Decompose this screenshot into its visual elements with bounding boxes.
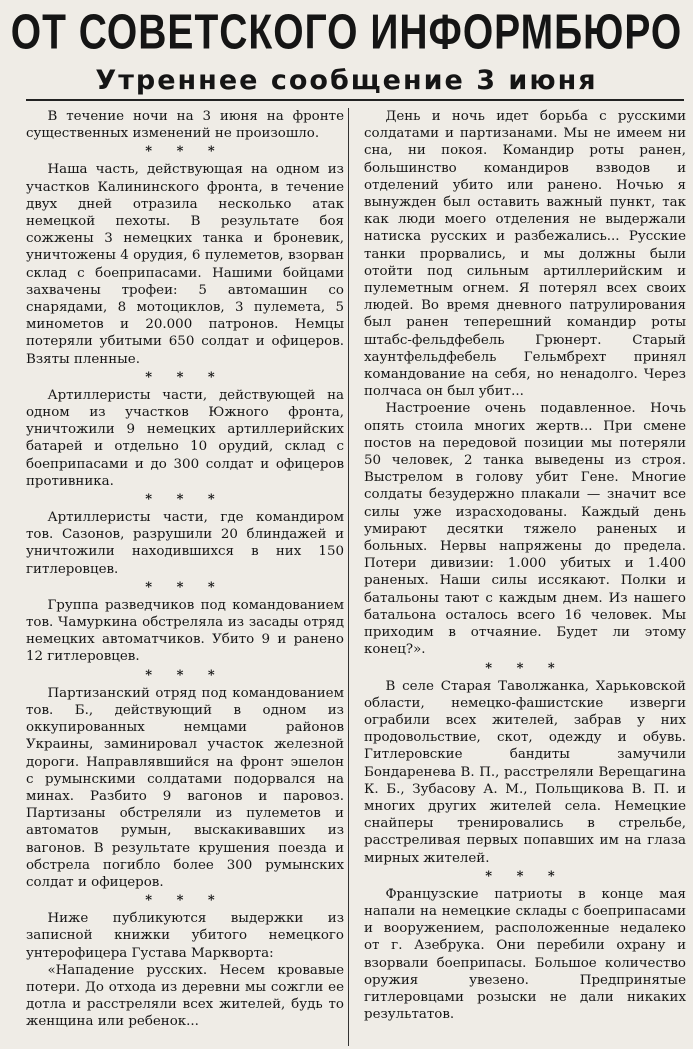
article-paragraph: Ниже публикуются выдержки из записной книжки убитого немецкого унтерофицера Густава Маркворта: xyxy=(26,911,344,961)
diary-excerpt: «Нападение русских. Несем кровавые потери. До отхода из деревни мы сожгли ее дотла и расстреляли всех жителей, будь то женщина или ребенок... xyxy=(26,962,344,1030)
page-title: ОТ СОВЕТСКОГО ИНФОРМБЮРО xyxy=(10,6,683,60)
diary-excerpt: Настроение очень подавленное. Ночь опять стоила многих жертв... При смене постов на передовой позиции мы потеряли 50 человек, 2 танка выведены из строя. Выстрелом в голову убит Гене. Многие солдаты безудержно плакали — значит все силы уже израсходованы. Каждый день умирают десятки тяжело раненых и больных. Нервы напряжены до предела. Потери дивизии: 1.000 убитых и 1.400 раненых. Наши силы иссякают. Полки и батальоны тают с каждым днем. Из нашего батальона осталось всего 16 человек. Мы приходим в отчаяние. Будет ли этому конец?». xyxy=(364,401,686,658)
column-divider xyxy=(348,108,349,1046)
section-separator: * * * xyxy=(145,579,225,595)
article-paragraph: Группа разведчиков под командованием тов. Чамуркина обстреляла из засады отряд немецких автоматчиков. Убито 9 и ранено 12 гитлеровцев. xyxy=(26,597,344,665)
section-separator: * * * xyxy=(485,868,565,884)
diary-excerpt: День и ночь идет борьба с русскими солдатами и партизанами. Мы не имеем ни сна, ни покоя. Командир роты ранен, большинство командиров взводов и отделений убито или ранено. Ночью я вынужден был оставить важный пункт, так как люди моего отделения не выдержали натиска русских и разбежались... Русские танки прорвались, и мы должны были отойти под сильным артиллерийским и пулеметным огнем. Я потерял всех своих людей. Во время дневного патрулирования был ранен теперешний командир роты штабс-фельдфебель Грюнерт. Старый хаунтфельдфебель Гельмбрехт принял командование на себя, но ненадолго. Через полчаса он был убит... xyxy=(364,109,686,400)
page-subtitle: Утреннее сообщение 3 июня xyxy=(95,65,598,96)
section-separator: * * * xyxy=(145,144,225,160)
left-column xyxy=(26,108,344,1031)
right-column xyxy=(364,108,686,1023)
section-separator: * * * xyxy=(145,893,225,909)
article-paragraph: Французские патриоты в конце мая напали на немецкие склады с боеприпасами и вооружением, расположенные недалеко от г. Азебрука. Они перебили охрану и взорвали боеприпасы. Большое количество оружия увезено. Предпринятые гитлеровцами розыски не дали никаких результатов. xyxy=(364,886,686,1023)
article-paragraph: В селе Старая Таволжанка, Харьковской области, немецко-фашистские изверги ограбили всех жителей, забрав у них продовольствие, скот, одежду и обувь. Гитлеровские бандиты замучили Бондаренева В. П., расстреляли Верещагина К. Б., Зубасову А. М., Польщикова В. П. и многих других жителей села. Немецкие снайперы тренировались в стрельбе, расстреливая первых попавших им на глаза мирных жителей. xyxy=(364,678,686,866)
article-paragraph: Наша часть, действующая на одном из участков Калининского фронта, в течение двух дней отразила несколько атак немецкой пехоты. В результате боя сожжены 3 немецких танка и броневик, уничтожены 4 орудия, 6 пулеметов, взорван склад с боеприпасами. Нашими бойцами захвачены трофеи: 5 автомашин со снарядами, 8 мотоциклов, 3 пулемета, 5 минометов и 20.000 патронов. Немцы потеряли убитыми 650 солдат и офицеров. Взяты пленные. xyxy=(26,162,344,367)
section-separator: * * * xyxy=(145,667,225,683)
article-paragraph: В течение ночи на 3 июня на фронте существенных изменений не произошло. xyxy=(26,109,344,142)
article-paragraph: Партизанский отряд под командованием тов. Б., действующий в одном из оккупированных немцами районов Украины, заминировал участок железной дороги. Направлявшийся на фронт эшелон с румынскими солдатами подорвался на минах. Разбито 9 вагонов и паровоз. Партизаны обстреляли из пулеметов и автоматов румын, выскакивавших из вагонов. В результате крушения поезда и обстрела погибло более 300 румынских солдат и офицеров. xyxy=(26,685,344,890)
section-separator: * * * xyxy=(485,660,565,676)
article-paragraph: Артиллеристы части, где командиром тов. Сазонов, разрушили 20 блиндажей и уничтожили находившихся в них 150 гитлеровцев. xyxy=(26,510,344,577)
section-separator: * * * xyxy=(145,492,225,508)
header-divider xyxy=(26,99,684,101)
section-separator: * * * xyxy=(145,369,225,385)
article-paragraph: Артиллеристы части, действующей на одном из участков Южного фронта, уничтожили 9 немецких артиллерийских батарей и отдельно 10 орудий, склад с боеприпасами и до 300 солдат и офицеров противника. xyxy=(26,387,344,489)
